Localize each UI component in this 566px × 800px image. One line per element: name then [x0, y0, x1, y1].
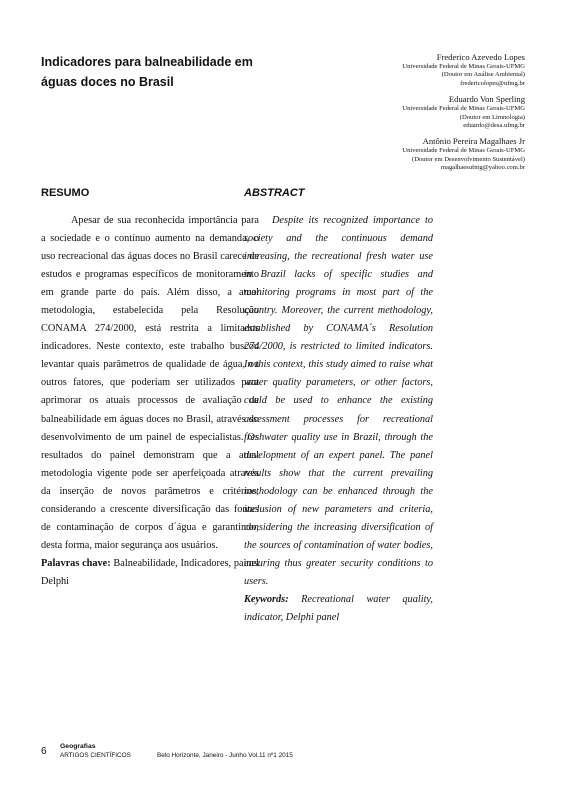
abstract-keywords — [244, 591, 433, 627]
author-block — [295, 136, 525, 172]
keywords-label: Palavras chave: — [41, 557, 111, 569]
resumo-heading: RESUMO — [41, 187, 90, 199]
author-degree: (Doutor em Análise Ambiental) — [441, 71, 525, 79]
page-footer — [41, 743, 521, 763]
abstract-body: Despite its recognized importance to society and the continuous demand increasing, the recreational fresh water use in Brazil lacks of specific studies and monitoring programs in most part of the country. Moreover, the current methodology, established by CONAMA´s Resolution 274/2000, is restricted to limited indicators. In this context, this study aimed to raise what water quality parameters, or other factors, could be used to enhance the existing assessment processes for recreational freshwater quality use in Brazil, through the development of an expert panel. The panel results show that the current prevailing methodology can be enhanced through the inclusion of new parameters and criteria, considering the increasing diversification of the sources of contamination of water bodies, ensuring thus greater security conditions to users. — [244, 215, 433, 587]
keywords-label: Keywords: — [244, 593, 289, 605]
abstract-section — [244, 186, 433, 627]
keywords-text: Balneabilidade, Indicadores, painel Delphi — [41, 557, 260, 587]
page-number: 6 — [41, 746, 47, 757]
author-name: Antônio Pereira Magalhaes Jr — [422, 136, 525, 147]
issue-citation: Belo Horizonte, Janeiro - Junho Vol.11 nº1 2015 — [157, 752, 293, 759]
keywords-text: Recreational water quality, indicator, Delphi panel — [244, 593, 434, 624]
author-email: fredericolopes@ufmg.br — [460, 79, 525, 87]
resumo-keywords — [41, 555, 259, 591]
author-degree: (Doutor em Desenvolvimento Sustentável) — [412, 155, 525, 163]
author-degree: (Doutor em Limnologia) — [459, 113, 525, 121]
author-email: eduardo@desa.ufmg.br — [463, 122, 525, 130]
author-affiliation: Universidade Federal de Minas Gerais-UFMG — [402, 63, 525, 70]
abstract-heading: ABSTRACT — [244, 187, 305, 199]
resumo-body: Apesar de sua reconhecida importância para a sociedade e o contínuo aumento na demanda, o uso recreacional das águas doces no Brasil carece de estudos e programas específicos de monitoramento em grande parte do país. Além disso, a atual metodologia, estabelecida pela Resolução CONAMA 274/2000, está restrita a limitados indicadores. Neste contexto, este trabalho buscou levantar quais parâmetros de qualidade de água, ou outros fatores, que poderiam ser utilizados para aprimorar os atuais processos de avaliação de balneabilidade em águas doces no Brasil, através do desenvolvimento de um painel de especialistas. Os resultados do painel demonstram que a atual metodologia vigente pode ser aperfeiçoada através da inserção de novos parâmetros e critérios, considerando a crescente diversificação das fontes de contaminação de corpos d´água e garantindo, desta forma, maior segurança aos usuários. — [41, 215, 259, 551]
author-email: magalhaesufmg@yahoo.com.br — [440, 164, 525, 172]
author-name: Eduardo Von Sperling — [448, 94, 525, 105]
author-block — [295, 52, 525, 88]
author-name: Frederico Azevedo Lopes — [436, 52, 525, 62]
article-title: Indicadores para balneabilidade em águas doces no Brasil — [41, 55, 253, 89]
resumo-section — [41, 186, 259, 591]
author-affiliation: Universidade Federal de Minas Gerais-UFMG — [402, 105, 525, 113]
section-name: ARTIGOS CIENTÍFICOS — [60, 752, 131, 759]
author-affiliation: Universidade Federal de Minas Gerais-UFMG — [402, 147, 525, 155]
journal-name: Geografias — [60, 743, 96, 750]
author-block — [295, 94, 525, 130]
author-list — [295, 52, 525, 179]
